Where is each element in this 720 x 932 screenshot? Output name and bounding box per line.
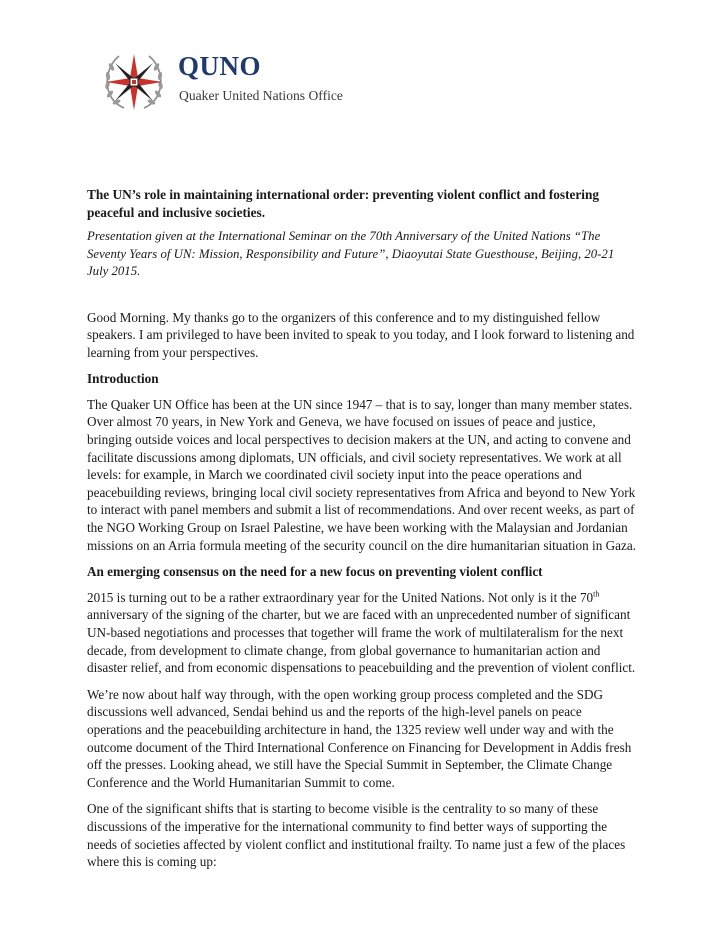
logo-name: QUNO [178,51,261,81]
section-heading-introduction: Introduction [87,371,159,387]
ordinal-suffix: th [593,589,600,599]
quno-logo [102,50,362,120]
document-body [87,186,637,880]
section-heading-consensus: An emerging consensus on the need for a new focus on preventing violent conflict [87,564,543,580]
consensus-paragraph-2: We’re now about half way through, with the open working group process completed and the SDG discussions well advanced, Sendai behind us and the reports of the high-level panels on peace operations and the peacebuilding architecture in hand, the 1325 review well under way and with the outcome document of the Third International Conference on Financing for Development in Addis fresh off the presses. Looking ahead, we still have the Special Summit in September, the Climate Change Conference and the World Humanitarian Summit to come. [87,686,632,790]
document-title: The UN’s role in maintaining international order: preventing violent conflict and fostering peaceful and inclusive societies. [87,187,600,220]
quno-emblem-icon [102,50,166,114]
logo-subtitle: Quaker United Nations Office [179,88,343,103]
opening-paragraph: Good Morning. My thanks go to the organizers of this conference and to my distinguished fellow speakers. I am privileged to have been invited to speak to you today, and I look forward to listening and learning from your perspectives. [87,309,635,360]
consensus-paragraph-1-end: anniversary of the signing of the charter, but we are faced with an unprecedented number of significant UN-based negotiations and processes that together will frame the work of multilateralism for the next decade, from development to climate change, from global governance to humanitarian action and disaster relief, and from economic dispensations to peacebuilding and the prevention of violent conflict. [87,607,636,676]
document-subtitle: Presentation given at the International Seminar on the 70th Anniversary of the United Nations “The Seventy Years of UN: Mission, Responsibility and Future”, Diaoyutai State Guesthouse, Beijing, 20-21 July 2015. [87,229,615,278]
consensus-paragraph-1 [87,589,637,677]
consensus-paragraph-3: One of the significant shifts that is starting to become visible is the centrality to so many of these discussions of the imperative for the international community to find better ways of supporting the needs of societies affected by violent conflict and institutional frailty. To name just a few of the places where this is coming up: [87,801,626,870]
consensus-paragraph-1-start: 2015 is turning out to be a rather extraordinary year for the United Nations. Not only is it the 70 [87,589,594,605]
introduction-paragraph: The Quaker UN Office has been at the UN since 1947 – that is to say, longer than many member states. Over almost 70 years, in New York and Geneva, we have focused on issues of peace and justice, bringing outside voices and local perspectives to decision makers at the UN, and acting to convene and facilitate discussions among diplomats, UN officials, and civil society representatives. We work at all levels: for example, in March we coordinated civil society input into the peace operations and peacebuilding reviews, bringing local civil society representatives from Africa and beyond to New York to interact with panel members and submit a list of recommendations. And over recent weeks, as part of the NGO Working Group on Israel Palestine, we have been working with the Malaysian and Jordanian missions on an Arria formula meeting of the security council on the dire humanitarian situation in Gaza. [87,396,636,553]
